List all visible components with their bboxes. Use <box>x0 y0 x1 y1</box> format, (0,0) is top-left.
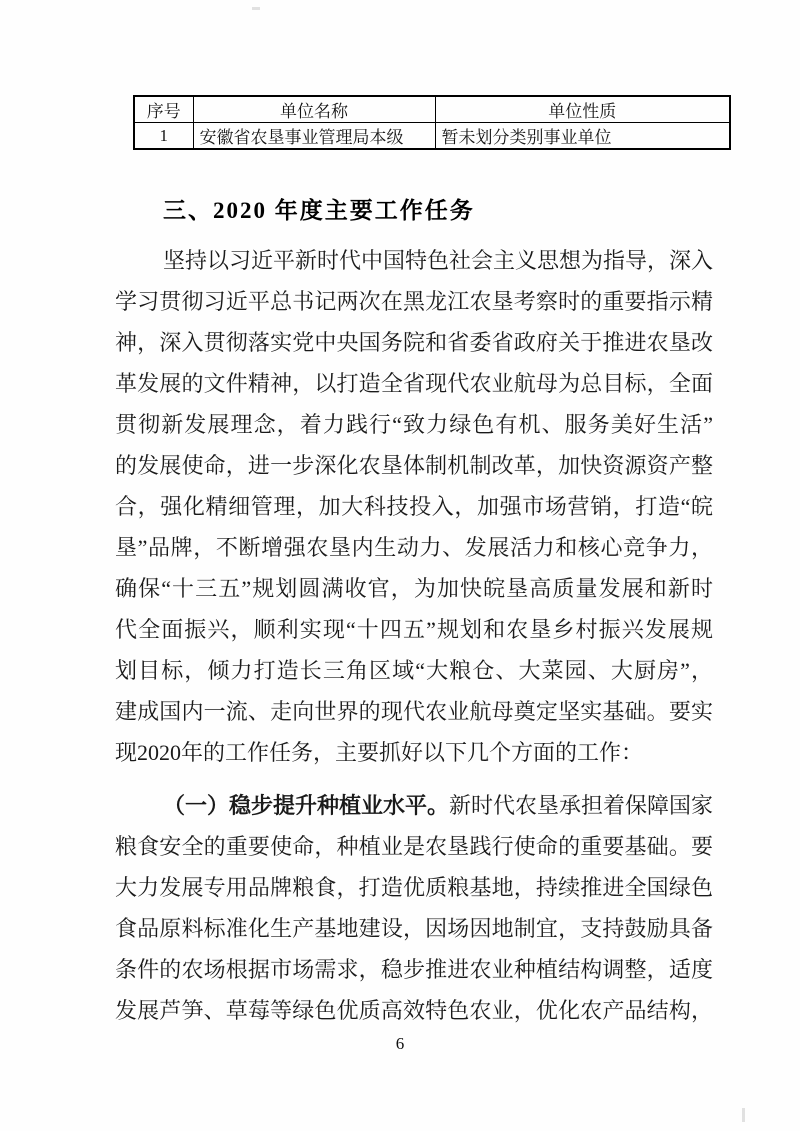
text-line: 条件的农场根据市场需求，稳步推进农业种植结构调整，适度 <box>115 957 713 982</box>
text-line: 食品原料标准化生产基地建设，因场因地制宜，支持鼓励具备 <box>115 916 713 941</box>
text-line: 贯彻新发展理念，着力践行“致力绿色有机、服务美好生活” <box>115 412 713 437</box>
text-line: 合，强化精细管理，加大科技投入，加强市场营销，打造“皖 <box>115 494 713 519</box>
text-line: 确保“十三五”规划圆满收官，为加快皖垦高质量发展和新时 <box>115 576 713 601</box>
text-line: （一）稳步提升种植业水平。新时代农垦承担着保障国家 <box>163 793 713 818</box>
text-line: 大力发展专用品牌粮食，打造优质粮基地，持续推进全国绿色 <box>115 875 713 900</box>
scan-artifact <box>252 7 260 10</box>
text-line: 现2020年的工作任务，主要抓好以下几个方面的工作： <box>115 740 644 765</box>
table-header-cell: 序号 <box>134 96 193 123</box>
text-line: 神，深入贯彻落实党中央国务院和省委省政府关于推进农垦改 <box>115 330 713 355</box>
text-line: 划目标，倾力打造长三角区域“大粮仓、大菜园、大厨房”， <box>115 658 713 683</box>
scan-artifact <box>742 1108 745 1122</box>
bold-lead-text: （一）稳步提升种植业水平。 <box>163 793 450 818</box>
text-line: 的发展使命，进一步深化农垦体制机制改革，加快资源资产整 <box>115 453 713 478</box>
text-line: 发展芦笋、草莓等绿色优质高效特色农业，优化农产品结构， <box>115 998 713 1023</box>
table-row <box>134 123 730 150</box>
text-line: 学习贯彻习近平总书记两次在黑龙江农垦考察时的重要指示精 <box>115 289 713 314</box>
text-line: 建成国内一流、走向世界的现代农业航母奠定坚实基础。要实 <box>115 699 713 724</box>
table-cell: 暂未划分类别事业单位 <box>435 123 730 150</box>
text-line: 革发展的文件精神，以打造全省现代农业航母为总目标，全面 <box>115 371 713 396</box>
page-number: 6 <box>395 1034 405 1053</box>
text-line: 代全面振兴，顺利实现“十四五”规划和农垦乡村振兴发展规 <box>115 617 713 642</box>
text-line: 坚持以习近平新时代中国特色社会主义思想为指导，深入 <box>163 248 713 273</box>
table-header-cell: 单位性质 <box>435 96 730 123</box>
body-text <box>115 240 713 1031</box>
paragraph-2 <box>115 785 713 1031</box>
table-body <box>134 123 730 150</box>
unit-table <box>133 95 731 150</box>
paragraph-1 <box>115 240 713 773</box>
table-header-row <box>134 96 730 123</box>
table-cell: 安徽省农垦事业管理局本级 <box>193 123 435 150</box>
table-header-cell: 单位名称 <box>193 96 435 123</box>
text-line: 粮食安全的重要使命，种植业是农垦践行使命的重要基础。要 <box>115 834 713 859</box>
text-line: 垦”品牌，不断增强农垦内生动力、发展活力和核心竞争力， <box>115 535 713 560</box>
table-cell: 1 <box>134 123 193 150</box>
section-heading: 三、2020 年度主要工作任务 <box>163 198 475 223</box>
